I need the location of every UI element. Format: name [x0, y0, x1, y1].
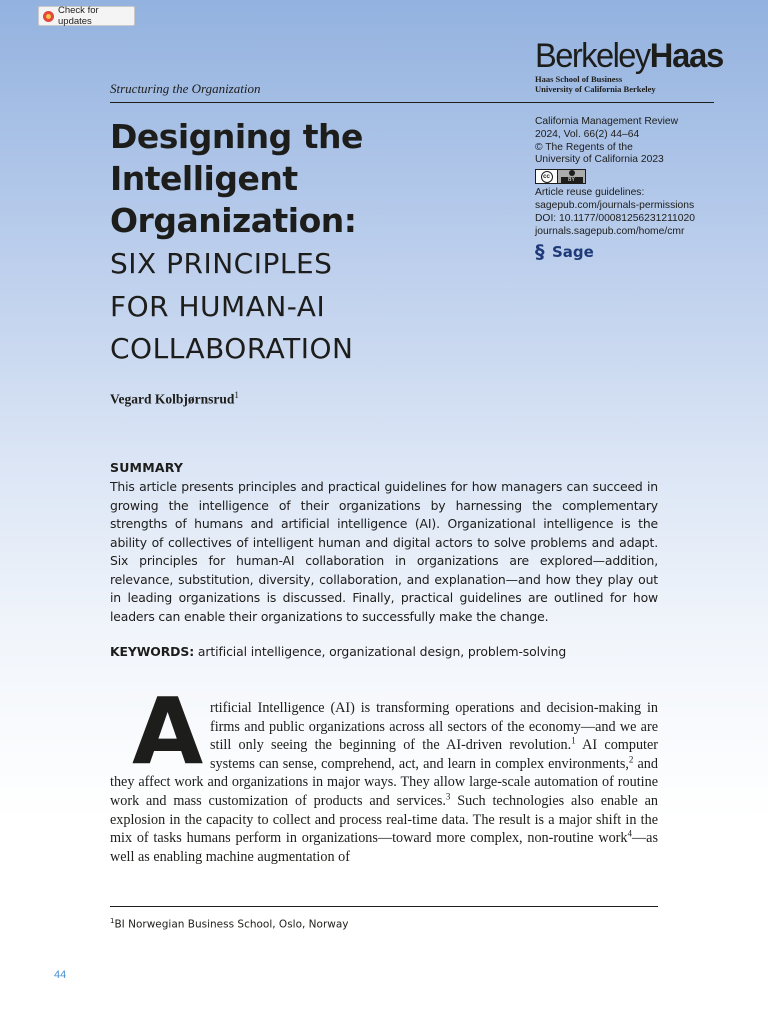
doi-link[interactable]: DOI: 10.1177/00081256231211020 [535, 212, 695, 224]
copyright-line: University of California 2023 [535, 154, 664, 166]
keywords-text: artificial intelligence, organizational design, problem-solving [197, 644, 567, 659]
title-line: Designing the [110, 117, 363, 156]
logo-wordmark [535, 37, 724, 75]
berkeley-haas-logo [535, 37, 724, 94]
subtitle-line: FOR HUMAN-AI [110, 289, 326, 323]
journal-home-link[interactable]: journals.sagepub.com/home/cmr [535, 225, 685, 237]
drop-cap: A [132, 678, 204, 785]
footnote-ref[interactable]: 2 [628, 754, 634, 765]
header-rule [110, 102, 714, 103]
section-label: Structuring the Organization [110, 81, 261, 96]
body-text-segment: AI computer systems can sense, comprehend, act, and learn in complex environments, [210, 737, 658, 772]
logo-word-light: Berkeley [535, 37, 650, 75]
logo-line-2: University of California Berkeley [535, 84, 656, 94]
article-title [110, 116, 530, 242]
footnote-ref[interactable]: 1 [571, 735, 576, 746]
by-icon [558, 170, 585, 183]
footnote [110, 917, 349, 931]
body-paragraph [110, 699, 658, 866]
body-text-segment: and they affect work and organizations in major ways. They allow large-scale automation of routine work and mass customization of products and services. [110, 755, 658, 809]
author-affiliation-mark: 1 [234, 390, 239, 400]
cc-icon [536, 170, 558, 183]
author-name [110, 390, 239, 408]
person-icon [569, 170, 575, 176]
cc-by-license-icon[interactable] [535, 169, 586, 184]
journal-volume: 2024, Vol. 66(2) 44–64 [535, 128, 640, 140]
journal-info [535, 116, 725, 238]
drop-cap-space [110, 699, 210, 773]
crossmark-icon [43, 11, 54, 22]
copyright-line: © The Regents of the [535, 141, 633, 153]
sage-logo-text: Sage [552, 243, 594, 261]
journal-name: California Management Review [535, 116, 679, 127]
permissions-link[interactable]: sagepub.com/journals-permissions [535, 199, 695, 211]
body-text-segment: Such technologies also enable an explosion in the capacity to collect and process real-time data. The result is a major shift in the mix of tasks humans perform in organizations—toward more complex, non-routine work [110, 792, 658, 847]
sage-logo [535, 240, 594, 263]
reuse-guidelines-label: Article reuse guidelines: [535, 187, 645, 199]
logo-line-1: Haas School of Business [535, 74, 623, 84]
check-for-updates-label: Check for updates [58, 5, 99, 27]
footnote-ref[interactable]: 4 [627, 828, 632, 839]
body-text-segment: —as well as enabling machine augmentation of [110, 830, 658, 865]
sage-s-icon: § [535, 240, 545, 263]
title-line: Organization: [110, 201, 357, 240]
subtitle-line: COLLABORATION [110, 332, 354, 365]
footnote-rule [110, 906, 658, 907]
article-subtitle [110, 243, 530, 371]
keywords [110, 644, 670, 659]
footnote-mark: 1 [110, 917, 115, 925]
summary-text: This article presents principles and practical guidelines for how managers can succeed in growing the intelligence of their organizations by harnessing the complementary strengths of humans and artificial intelligence (AI). Organizational intelligence is the ability of collectives of intelligent human and digital actors to solve problems and adapt. Six principles for human-AI collaboration in organizations are explored—addition, relevance, substitution, diversity, collaboration, and explanation—and how they play out in leading organizations is discussed. Finally, practical guidelines are outlined for how leaders can enable their organizations to successfully make the change. [110, 479, 658, 624]
logo-word-bold: Haas [649, 37, 724, 75]
body-text-segment: rtificial Intelligence (AI) is transforming operations and decision-making in firms and public organizations across all sectors of the economy—and we are still only seeing the beginning of the AI-driven revolution. [210, 700, 658, 754]
title-line: Intelligent [110, 159, 298, 198]
footnote-ref[interactable]: 3 [445, 791, 451, 802]
summary-heading: SUMMARY [110, 460, 184, 475]
by-label: BY [561, 177, 583, 183]
author-name-text: Vegard Kolbjørnsrud [110, 391, 235, 407]
check-for-updates-button[interactable] [38, 6, 135, 26]
page-number: 44 [54, 969, 67, 981]
cc-label: cc [541, 171, 553, 183]
footnote-text: BI Norwegian Business School, Oslo, Norway [114, 918, 349, 931]
keywords-label: KEYWORDS: [110, 644, 195, 659]
subtitle-line: SIX PRINCIPLES [110, 247, 333, 280]
